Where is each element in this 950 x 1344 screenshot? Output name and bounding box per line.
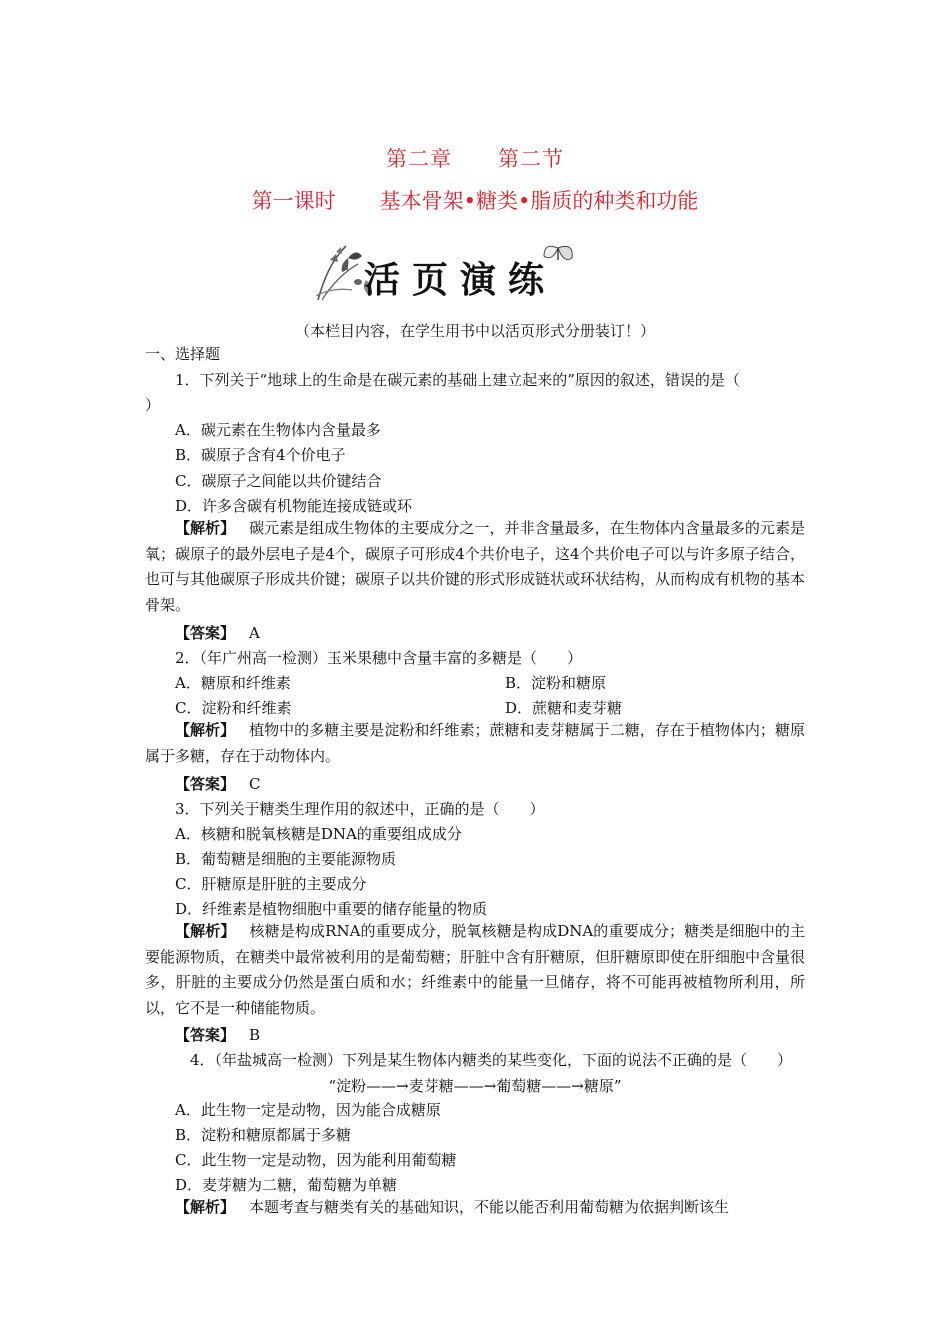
q1-option-a: A．碳元素在生物体内含量最多 [175, 421, 381, 439]
q3-analysis [145, 919, 805, 1021]
q3-analysis-label: 【解析】 [175, 922, 236, 940]
q4-flow: “淀粉——→麦芽糖——→葡萄糖——→糖原” [328, 1077, 622, 1095]
q3-answer-value: B [249, 1026, 261, 1044]
q4-stem: 4．（年盐城高一检测）下列是某生物体内糖类的某些变化，下面的说法不正确的是（ ） [190, 1051, 793, 1069]
q2-answer [175, 774, 261, 794]
q3-answer [175, 1025, 260, 1045]
banner-title: 活页演练 [364, 259, 557, 301]
lesson-title [0, 185, 950, 215]
q3-answer-label: 【答案】 [175, 1026, 236, 1044]
q4-option-c: C．此生物一定是动物，因为能利用葡萄糖 [175, 1151, 457, 1169]
q1-analysis [145, 516, 805, 618]
q4-analysis-label: 【解析】 [175, 1198, 236, 1216]
q1-stem-end: ） [145, 396, 161, 414]
q4-option-d: D．麦芽糖为二糖，葡萄糖为单糖 [175, 1176, 398, 1194]
q3-analysis-text: 核糖是构成RNA的重要成分，脱氧核糖是构成DNA的重要成分；糖类是细胞中的主要能源物质，在糖类中最常被利用的是葡萄糖；肝脏中含有肝糖原，但肝糖原即使在肝细胞中含量很多，肝脏的主要成分仍然是蛋白质和水；纤维素中的能量一旦储存，将不可能再被植物所利用，所以，它不是一种储能物质。 [145, 922, 806, 1017]
q2-analysis-text: 植物中的多糖主要是淀粉和纤维素；蔗糖和麦芽糖属于二糖，存在于植物体内；糖原属于多糖，存在于动物体内。 [145, 721, 805, 765]
q3-option-b: B．葡萄糖是细胞的主要能源物质 [175, 850, 397, 868]
q1-answer-label: 【答案】 [175, 624, 236, 642]
q2-option-c: C．淀粉和纤维素 [175, 699, 292, 717]
q1-analysis-label: 【解析】 [175, 519, 236, 537]
practice-banner [312, 238, 587, 308]
q3-option-c: C．肝糖原是肝脏的主要成分 [175, 875, 367, 893]
q2-option-a: A．糖原和纤维素 [175, 674, 291, 692]
q2-stem: 2．（年广州高一检测）玉米果穗中含量丰富的多糖是（ ） [175, 649, 583, 667]
q4-analysis-text: 本题考查与糖类有关的基础知识，不能以能否利用葡萄糖为依据判断该生 [249, 1198, 730, 1216]
q2-answer-label: 【答案】 [175, 775, 236, 793]
q3-option-a: A．核糖和脱氧核糖是DNA的重要组成成分 [175, 825, 462, 843]
q2-answer-value: C [249, 775, 261, 793]
q1-answer [175, 623, 260, 643]
banner-note: （本栏目内容，在学生用书中以活页形式分册装订！） [294, 322, 655, 340]
q4-option-b: B．淀粉和糖原都属于多糖 [175, 1126, 352, 1144]
q1-option-c: C．碳原子之间能以共价键结合 [175, 472, 382, 490]
q2-options-row1 [175, 673, 607, 693]
chapter-label: 第二章 [386, 147, 452, 171]
q1-option-b: B．碳原子含有4个价电子 [175, 446, 346, 464]
q1-stem: 1．下列关于“地球上的生命是在碳元素的基础上建立起来的”原因的叙述，错误的是（ [175, 371, 740, 389]
q1-answer-value: A [249, 624, 260, 642]
topic-label: 基本骨架•糖类•脂质的种类和功能 [379, 189, 699, 213]
q3-option-d: D．纤维素是植物细胞中重要的储存能量的物质 [175, 900, 488, 918]
q4-analysis [145, 1195, 805, 1221]
q2-options-row2 [175, 698, 623, 718]
q2-analysis-label: 【解析】 [175, 721, 236, 739]
q2-option-d: D．蔗糖和麦芽糖 [505, 699, 623, 717]
section-label: 第二节 [498, 147, 564, 171]
q1-option-d: D．许多含碳有机物能连接成链或环 [175, 497, 413, 515]
q2-option-b: B．淀粉和糖原 [505, 674, 607, 692]
lesson-label: 第一课时 [251, 189, 336, 213]
q2-analysis [145, 718, 805, 769]
section-heading: 一、选择题 [145, 345, 221, 363]
q1-analysis-text: 碳元素是组成生物体的主要成分之一，并非含量最多，在生物体内含量最多的元素是氧；碳原子的最外层电子是4个，碳原子可形成4个共价电子，这4个共价电子可以与许多原子结合，也可与其他碳原子形成共价键；碳原子以共价键的形式形成链状或环状结构，从而构成有机物的基本骨架。 [145, 519, 806, 614]
q4-option-a: A．此生物一定是动物，因为能合成糖原 [175, 1101, 441, 1119]
chapter-title [0, 143, 950, 173]
q3-stem: 3．下列关于糖类生理作用的叙述中，正确的是（ ） [175, 800, 545, 818]
